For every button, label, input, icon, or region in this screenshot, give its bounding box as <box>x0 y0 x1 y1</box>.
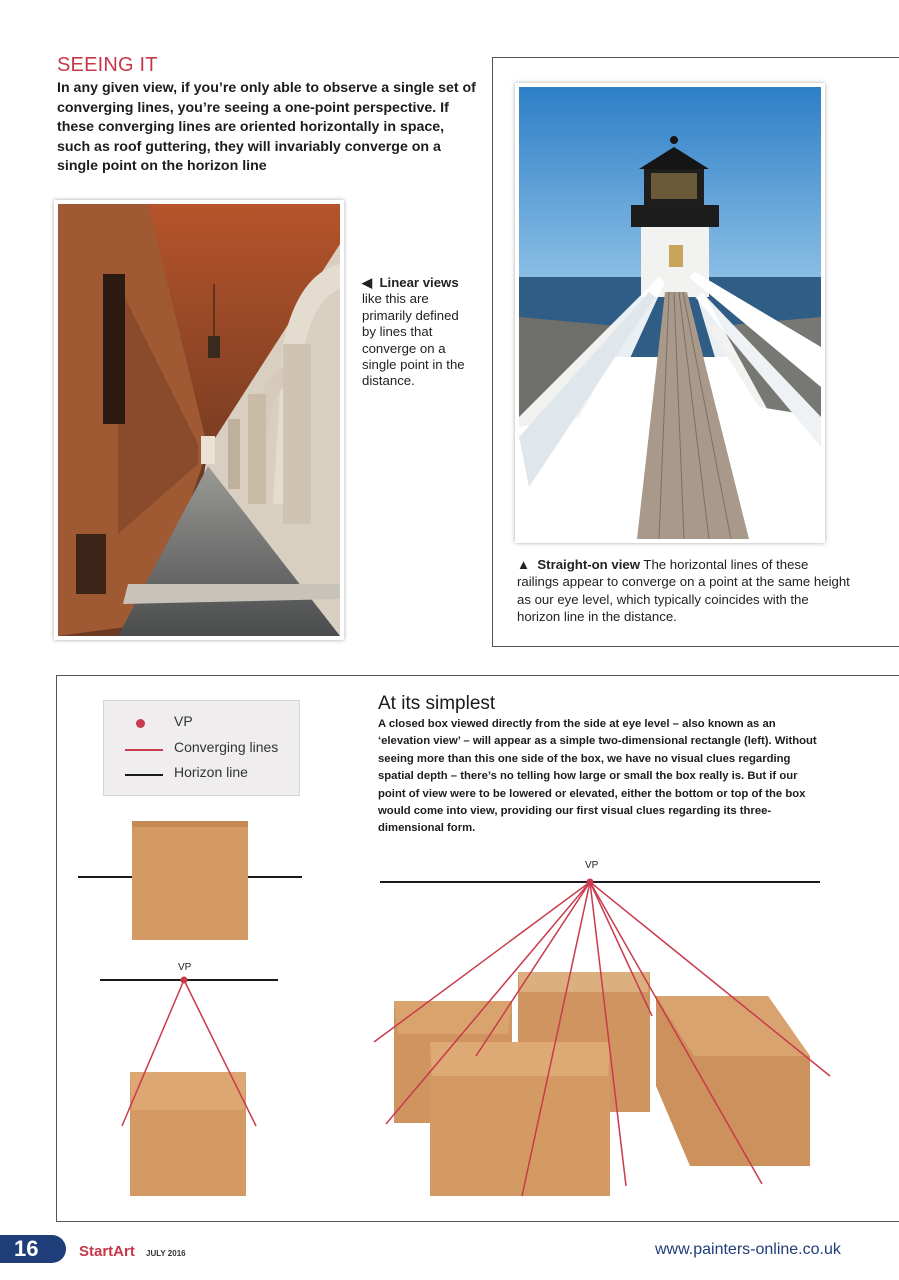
intro-paragraph: In any given view, if you’re only able to observe a single set of converging lines, you’re seeing a one-point perspective. If these converging lines are oriented horizontally in space, such as roof guttering, they will invariably converge on a single point on the horizon line <box>57 80 476 174</box>
one-point-small-diagram <box>98 958 280 1198</box>
box-edge <box>132 821 248 827</box>
caption-text: The horizontal lines of these railings appear to converge on a point at the same height as our eye level, which typically coincides with the horizon line in the distance. <box>517 557 850 625</box>
one-point-boxes-diagram <box>372 856 834 1200</box>
legend-item-vp <box>104 713 299 737</box>
legend-label-horizon: Horizon line <box>174 764 248 780</box>
lighthouse-illustration <box>519 87 821 539</box>
lighthouse-photo <box>515 83 825 543</box>
corridor-illustration <box>58 204 340 636</box>
box-top <box>130 1072 246 1110</box>
legend-item-converging <box>104 739 299 763</box>
website-link[interactable]: www.painters-online.co.uk <box>655 1241 841 1258</box>
vp-dot <box>587 879 594 886</box>
vp-dot <box>181 977 188 984</box>
section-heading: SEEING IT <box>57 54 158 76</box>
page-number: 16 <box>14 1236 39 1261</box>
legend-label-converging: Converging lines <box>174 739 279 755</box>
red-line-icon <box>125 749 163 751</box>
black-line-icon <box>125 774 163 776</box>
vp-label-large: VP <box>585 860 599 871</box>
legend <box>103 700 300 796</box>
body-paragraph: A closed box viewed directly from the side at eye level – also known as an ‘elevation view’ – will appear as a simple two-dimensional rectangle (left). Without seeing more than this one side of the box, we have no visual clues regarding spatial depth – there’s no telling how large or small the box really is. But if our point of view were to be lowered or elevated, either the bottom or top of the box would come into view, providing our first visual clues regarding its three-dimensional form. <box>378 718 817 835</box>
subheading: At its simplest <box>378 693 496 714</box>
issue-date: JULY 2016 <box>146 1249 186 1258</box>
box-top <box>518 972 650 992</box>
corridor-photo <box>54 200 344 640</box>
vp-dot-icon <box>136 719 145 728</box>
caption-marker-left-icon: ◀ <box>362 275 373 290</box>
legend-item-horizon <box>104 764 299 788</box>
brand-logo: StartArt <box>79 1243 135 1260</box>
box-front <box>132 821 248 940</box>
caption-straight-on-view <box>517 556 852 626</box>
caption-marker-up-icon: ▲ <box>517 557 531 572</box>
caption-text: like this are primarily defined by lines that converge on a single point in the distance. <box>362 291 465 389</box>
caption-title: Linear views <box>379 275 459 290</box>
vp-label-small: VP <box>178 962 192 973</box>
elevation-view-diagram <box>78 818 302 943</box>
caption-linear-views <box>362 275 474 390</box>
legend-label-vp: VP <box>174 713 193 729</box>
caption-title: Straight-on view <box>537 557 640 572</box>
box-top <box>430 1042 610 1076</box>
